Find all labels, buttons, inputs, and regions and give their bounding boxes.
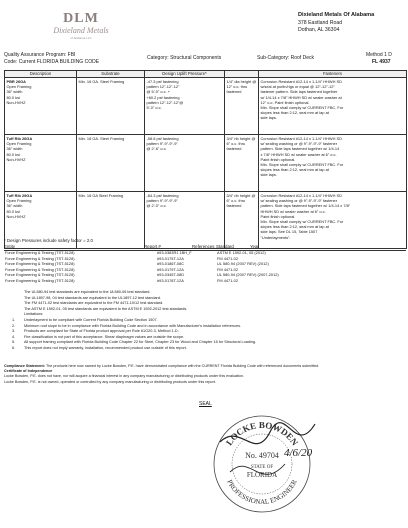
fastener-line: "Underlayments". bbox=[260, 234, 291, 240]
table-row bbox=[5, 78, 407, 135]
pressure-cell bbox=[145, 192, 225, 249]
ref-report: #93-0178T-12A bbox=[157, 277, 184, 283]
ref-report: #93-0179T-12A bbox=[157, 266, 184, 272]
ref-report: #93-0186T-08C bbox=[157, 261, 185, 267]
col-substrate: Substrate bbox=[77, 71, 145, 78]
fastener-line: x 7/8" HHWH SD w/ sealer washer at 6" o.c. bbox=[260, 151, 337, 157]
fastener-line: fastener pattern. Side laps fastened together bbox=[260, 89, 338, 95]
ref-col-report: Report # bbox=[144, 243, 161, 249]
note-text: Minimum roof slope to be in compliance with Florida Building Code and in accordance with Manufacturer's installation references. bbox=[24, 323, 242, 328]
desc-cell bbox=[5, 135, 77, 192]
desc-line: Open Framing bbox=[6, 84, 32, 90]
ref-entity: Force Engineering & Testing (TST-5128) bbox=[5, 255, 75, 261]
seal-label: SEAL bbox=[199, 401, 212, 407]
lap-line: 1/4" dia height @ bbox=[226, 79, 257, 84]
compliance-label: Compliance Statement: bbox=[4, 364, 45, 368]
seal-state-of: STATE OF bbox=[250, 465, 274, 470]
product-table-header bbox=[5, 71, 407, 78]
note-text: Underlayment to be compliant with Current Florida Building Code Section 1507. bbox=[24, 317, 158, 322]
fastener-line: w/ 1/4-14 x 7/8" HHWH SD w/ sealer washer at bbox=[260, 94, 342, 100]
pressure-line: +60.2 psf fastening bbox=[146, 94, 180, 100]
note-text: Fire classification is not part of this acceptance. Shear diaphragm values are outside the scope. bbox=[24, 334, 185, 339]
pressure-cell bbox=[145, 135, 225, 192]
pressure-cell bbox=[145, 78, 225, 135]
ref-entity: Force Engineering & Testing (TST-5128) bbox=[5, 272, 75, 278]
compliance-text: The products here now named by Locke Bowden, P.E. have demonstrated compliance with the CURRENT Florida Building Code with referenced documents submitted. bbox=[45, 364, 320, 368]
fastener-line: side laps. See DL 15, Table 1507 bbox=[260, 229, 318, 235]
pressure-line: -47.3 psf fastening bbox=[146, 79, 179, 84]
pressure-line: pattern 9"-9"-9"-9" bbox=[146, 198, 178, 204]
pressure-line: pattern 9"-9"-9"-9" bbox=[146, 141, 178, 147]
address-line-2: Dothan, AL 36304 bbox=[298, 27, 340, 33]
lap-line: 3/4" rib height @ bbox=[226, 136, 256, 141]
fasteners-cell bbox=[259, 192, 407, 249]
independence-line-2: Locke Bowden, P.E. is not owned, operated or controlled by any company manufacturing or distributing products under this report. bbox=[4, 379, 216, 384]
fastener-line: w/seal at purlin/rigs or equal @ 12"-12"-12" bbox=[260, 84, 335, 90]
design-pressure-footnote: * Design Pressures include safety factor = 2.0 bbox=[4, 238, 93, 243]
note-text: This report does not imply warranty, installation, recommended product use outside of this report. bbox=[24, 345, 187, 350]
references-table bbox=[4, 250, 406, 284]
address-line-1: 378 Eastland Road bbox=[298, 19, 343, 26]
desc-line: 80.0 ksi bbox=[6, 151, 20, 157]
ref-report: #93-0345T-08D bbox=[157, 272, 185, 278]
note-number: 1. bbox=[12, 317, 16, 322]
col-design-pressure: Design Uplift Pressure* bbox=[145, 71, 225, 78]
qa-fl-number: FL 4937 bbox=[372, 58, 391, 65]
desc-line: Non-HVHZ bbox=[6, 156, 26, 162]
ref-report: #93-0383R1 1BH_F bbox=[157, 250, 192, 255]
lap-cell bbox=[225, 135, 259, 192]
independence-title: Certificate of Independence bbox=[4, 369, 53, 374]
note-text: The ASTM E 1592-01, 05 test standards are equivalent to the ASTM E 1592-2012 test standards. bbox=[24, 306, 188, 311]
ref-entity: Force Engineering & Testing (TST-5128) bbox=[5, 266, 75, 272]
note-number: 5. bbox=[12, 340, 16, 345]
desc-line: 36" width bbox=[6, 146, 23, 152]
lap-line: 6" o.c. thru bbox=[226, 141, 246, 147]
ref-standard: FM 4471-02 bbox=[217, 255, 238, 261]
fastener-line: Corrosion Resistant #12-14 x 1-1/4" HHWH SD bbox=[260, 193, 342, 198]
note-number: 6. bbox=[12, 345, 16, 350]
company-name: Dixieland Metals Of Alabama bbox=[298, 12, 375, 18]
fastener-line: w/ sealing washing or @ 9"-9"-9"-9" fastener bbox=[260, 198, 338, 204]
fastener-line: 12" o.c. Paint finish optional. bbox=[260, 99, 310, 105]
desc-line: Open Framing bbox=[6, 141, 32, 147]
note-text: Products are compliant for State of Florida product approval per Rule 61G20-3, Method 1-D. bbox=[24, 329, 179, 334]
product-table bbox=[4, 70, 407, 249]
note-text: The UL1897-98, 04 test standards are equivalent to the UL1897-12 test standard. bbox=[24, 295, 161, 300]
fastener-line: Min. Slope shall comply w/ CURRENT FBC. For bbox=[260, 219, 344, 225]
fastener-line: HHWH SD w/ sealer washer at 6" o.c. bbox=[260, 208, 326, 214]
fastener-line: w/ sealing washing or @ 9"-9"-9"-9" fastener bbox=[260, 141, 338, 147]
lap-cell bbox=[225, 192, 259, 249]
desc-line: Non-HVHZ bbox=[6, 99, 26, 105]
ref-entity: Force Engineering & Testing (TST-5128) bbox=[5, 250, 75, 255]
fastener-line: Min. Slope shall comply w/ CURRENT FBC. For bbox=[260, 105, 344, 111]
compliance-section bbox=[4, 364, 404, 385]
desc-line: 36" width bbox=[6, 89, 23, 95]
qa-program: Quality Assurance Program: FBI bbox=[4, 52, 76, 58]
qa-code: Code: Current FLORIDA BUILDING CODE bbox=[4, 58, 100, 65]
lap-line: fastened bbox=[226, 89, 242, 95]
signature-date: 4/6/20 bbox=[284, 447, 313, 459]
logo-mark: DLM bbox=[63, 11, 99, 26]
fastener-line: pattern. Side laps fastened together w/ 1/4-14 bbox=[260, 146, 340, 152]
company-logo bbox=[36, 12, 126, 48]
fastener-line: pattern. Side laps fastened together w/ 1/4-14 x 7/8" bbox=[260, 203, 351, 209]
references-title: References bbox=[192, 243, 215, 249]
qa-subcategory: Sub-Category: Roof Deck bbox=[257, 55, 314, 61]
ref-entity: Force Engineering & Testing (TST-5128) bbox=[5, 261, 75, 267]
list-item bbox=[12, 346, 402, 352]
seal-title bbox=[225, 478, 299, 506]
seal-title-text: PROFESSIONAL ENGINEER bbox=[225, 478, 299, 507]
ref-standard: UL 580-94 (2007 REV) (2012) bbox=[217, 261, 269, 267]
ref-standard: FM 4471-02 bbox=[217, 277, 238, 283]
qa-info bbox=[4, 52, 406, 68]
lap-line: 6" o.c. thru bbox=[226, 198, 246, 204]
pressure-line: 5'-0" o.c. bbox=[146, 105, 162, 111]
fastener-line: Paint finish optional. bbox=[260, 213, 296, 219]
note-number: 4. bbox=[12, 334, 16, 339]
pressure-line: -84.3 psf fastening bbox=[146, 193, 179, 198]
product-name: PBR 26GA bbox=[6, 79, 26, 84]
product-name: Tuff Rib 26GA bbox=[6, 136, 33, 141]
ref-col-year: Year bbox=[250, 243, 259, 249]
fasteners-cell bbox=[259, 78, 407, 135]
note-text: Limitations: bbox=[24, 312, 44, 317]
desc-line: 36" width bbox=[6, 203, 23, 209]
fasteners-cell bbox=[259, 135, 407, 192]
fastener-line: Corrosion Resistant #12-14 x 1-1/4" HHWH SD bbox=[260, 136, 342, 141]
logo-name: Dixieland Metals bbox=[53, 26, 109, 35]
ref-col-entity: Entity bbox=[4, 243, 15, 249]
qa-method: Method 1 D bbox=[366, 52, 392, 58]
fastener-line: slopes less than 2:12, seal mm at lap at bbox=[260, 167, 329, 173]
table-row bbox=[4, 278, 406, 284]
ref-entity: Force Engineering & Testing (TST-5128) bbox=[5, 277, 75, 283]
desc-line: Non-HVHZ bbox=[6, 213, 26, 219]
lap-line: 3/4" rib height @ bbox=[226, 193, 256, 198]
substrate-cell: Min. 16 GA. Steel Framing bbox=[77, 135, 145, 192]
lap-line: fastened bbox=[226, 146, 242, 152]
ref-standard: FM 4471-02 bbox=[217, 266, 238, 272]
lap-cell bbox=[225, 78, 259, 135]
seal-name-text: LOCKE BOWDEN bbox=[223, 419, 301, 448]
note-number: 2. bbox=[12, 323, 16, 328]
seal-state-name: FLORIDA bbox=[246, 471, 278, 479]
pressure-line: @ 2'-0" o.c. bbox=[146, 203, 167, 209]
note-text: The FM 4471-02 test standards are equivalent to the FM 4471-10/12 test standard. bbox=[24, 301, 164, 306]
fastener-line: Corrosion Resistant #12-14 x 1-1/4" HHWH SD bbox=[260, 79, 342, 84]
pressure-line: @ 2'-6" o.c. bbox=[146, 146, 167, 152]
seal-license: No. 49704 bbox=[245, 451, 279, 460]
substrate-cell: Min. 16 GA Steel Framing bbox=[77, 192, 145, 249]
notes-list bbox=[12, 290, 402, 352]
qa-category: Category: Structural Components bbox=[147, 55, 222, 61]
ref-standard: UL 580-94 (2007 REV) (2007-2012) bbox=[217, 272, 279, 278]
note-text: The UL580-94 test standards are equivalent to the UL580-06 test standard. bbox=[24, 290, 151, 294]
product-name: Tuff Rib 29GA bbox=[6, 193, 33, 198]
pressure-line: @ 5'-0" o.c. + bbox=[146, 89, 170, 95]
ref-standard: ASTM E 1592-01, 05 (2012) bbox=[217, 250, 266, 255]
fastener-line: side laps. bbox=[260, 115, 277, 121]
fastener-line: Paint finish optional. bbox=[260, 156, 296, 162]
desc-line: Open Framing bbox=[6, 198, 32, 204]
substrate-cell: Min. 16 GA. Steel Framing bbox=[77, 78, 145, 135]
col-lap bbox=[225, 71, 259, 78]
lap-line: fastened bbox=[226, 203, 242, 209]
fastener-line: slopes less than 2:12, seal mm at lap at bbox=[260, 110, 329, 116]
pressure-line: -58.8 psf fastening bbox=[146, 136, 179, 141]
note-number: 3. bbox=[12, 329, 16, 334]
engineer-seal bbox=[200, 402, 332, 522]
desc-line: 80.0 ksi bbox=[6, 208, 20, 214]
col-fasteners: Fasteners bbox=[259, 71, 407, 78]
fastener-line: Min. Slope shall comply w/ CURRENT FBC. For bbox=[260, 162, 344, 168]
ref-col-standard: Standard bbox=[216, 243, 234, 249]
fastener-line: side laps. bbox=[260, 172, 277, 178]
col-description: Description bbox=[5, 71, 77, 78]
table-row bbox=[5, 135, 407, 192]
pressure-line: pattern 12"-12"-12"@ bbox=[146, 99, 184, 105]
ref-report: #93-0175T-12A bbox=[157, 255, 184, 261]
company-address bbox=[298, 12, 398, 35]
logo-tag: of Alabama LLC bbox=[70, 36, 92, 40]
fastener-line: slopes less than 2:12, seal mm at lap at bbox=[260, 224, 329, 230]
desc-cell bbox=[5, 78, 77, 135]
independence-line-1: Locke Bowden, P.E. does not have, nor will acquire a financial interest in any company manufacturing or distributing products under this evaluation. bbox=[4, 374, 244, 379]
desc-line: 80.0 ksi bbox=[6, 94, 20, 100]
seal-outer-ring bbox=[214, 416, 310, 512]
lap-line: 12" o.c. thru bbox=[226, 84, 248, 90]
seal-inner-ring bbox=[232, 434, 292, 494]
note-text: All support framing compliant with Florida Building Code Chapter 22 for Steel, Chapter 23 for Wood and Chapter 16 for Structural Loading. bbox=[24, 340, 257, 345]
pressure-line: pattern 12"-12"-12" bbox=[146, 84, 180, 90]
